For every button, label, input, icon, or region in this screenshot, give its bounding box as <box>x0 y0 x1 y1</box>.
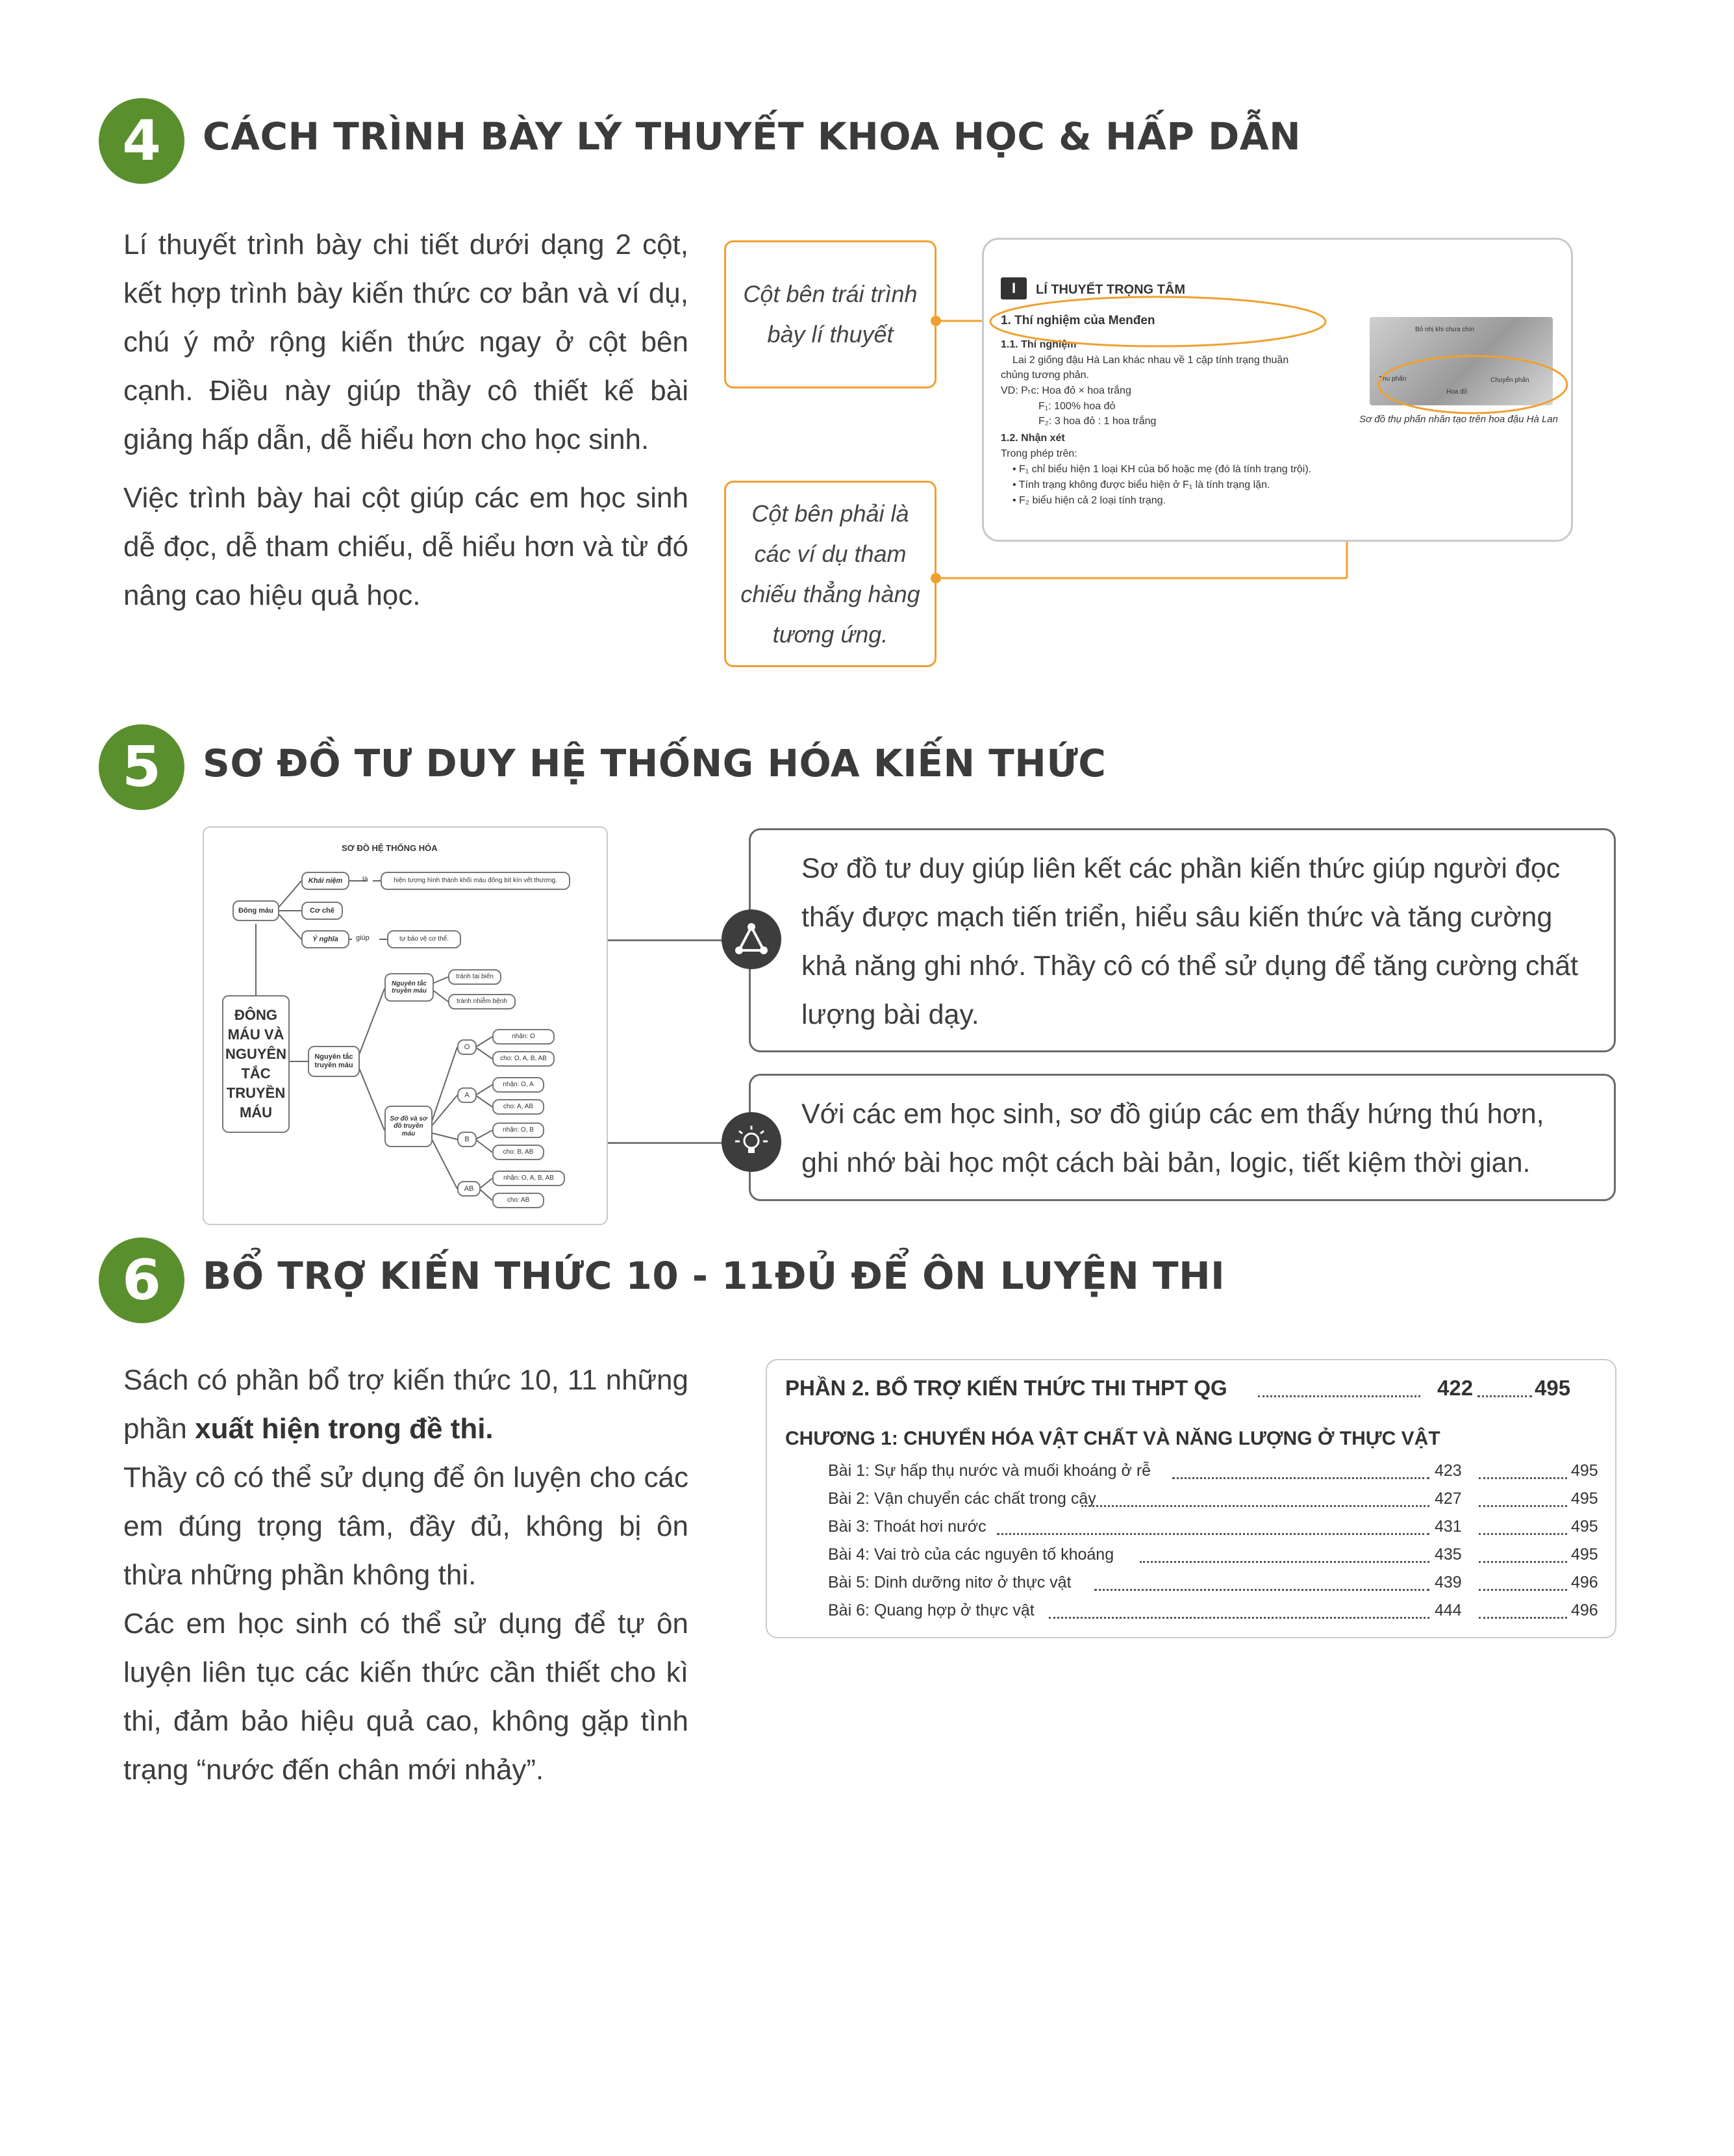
section-6-paragraph-1-text: Sách có phần bổ trợ kiến thức 10, 11 những phần <box>123 1364 688 1445</box>
mindmap-group-node: A <box>457 1087 477 1103</box>
toc-entry-title: Bài 1: Sự hấp thụ nước và muối khoáng ở rễ <box>828 1462 1151 1480</box>
lightbulb-icon <box>722 1112 781 1172</box>
toc-part-leader <box>1258 1395 1420 1397</box>
toc-part-leader-2 <box>1477 1395 1532 1397</box>
mindmap-label-la: là <box>362 876 368 883</box>
mindmap-group-node: O <box>457 1039 477 1055</box>
mindmap-panel <box>203 826 608 1225</box>
toc-entry-page-1: 431 <box>1435 1517 1462 1536</box>
section-6-paragraph-2: Thầy cô có thể sử dụng để ôn luyện cho các em đúng trọng tâm, đầy đủ, không bị ôn thừa những phần không thi. <box>123 1462 688 1591</box>
preview-line-5: F₁: 100% hoa đỏ <box>1038 401 1116 412</box>
mindmap-node-khai-niem: Khái niệm <box>301 872 349 890</box>
toc-entry-leader <box>1049 1617 1429 1619</box>
toc-entry-page-2: 496 <box>1571 1573 1598 1592</box>
mindmap-benefit-card-teachers <box>749 828 1616 1052</box>
toc-entry-leader-2 <box>1479 1561 1567 1563</box>
toc-entry-leader-2 <box>1479 1617 1567 1619</box>
toc-entry-page-1: 427 <box>1435 1490 1462 1508</box>
toc-part-page-1: 422 <box>1437 1376 1474 1400</box>
network-icon <box>722 909 781 969</box>
preview-line-7: 1.2. Nhận xét <box>1001 433 1065 444</box>
toc-entry-leader <box>1094 1589 1429 1591</box>
mindmap-node-khai-niem-text: hiện tượng hình thành khối máu đông bít kín vết thương. <box>381 872 570 890</box>
toc-entry-title: Bài 4: Vai trò của các nguyên tố khoáng <box>828 1545 1114 1564</box>
toc-part-page-2: 495 <box>1535 1376 1571 1400</box>
toc-part-title: PHẦN 2. BỔ TRỢ KIẾN THỨC THI THPT QG <box>785 1376 1227 1400</box>
toc-entry-leader-2 <box>1479 1533 1567 1535</box>
right-column-note-text: Cột bên phải là các ví dụ tham chiếu thẳng hàng tương ứng. <box>740 500 920 648</box>
illustration-label-4: Hoa đỏ <box>1446 388 1468 396</box>
mindmap-group-receive: nhận: O <box>492 1029 555 1045</box>
mindmap-node-nt-sub: Nguyên tắc truyền máu <box>384 973 434 1002</box>
right-note-dot <box>931 573 941 583</box>
section-6-number: 6 <box>99 1237 184 1323</box>
mindmap-group-give: cho: A, AB <box>492 1099 544 1115</box>
mindmap-group-receive: nhận: O, A, B, AB <box>492 1171 565 1186</box>
toc-entry-leader-2 <box>1479 1505 1567 1507</box>
toc-entry-title: Bài 2: Vận chuyển các chất trong cây <box>828 1490 1096 1508</box>
section-5-number: 5 <box>99 724 184 810</box>
toc-entry-leader <box>997 1533 1429 1535</box>
toc-entry-page-2: 495 <box>1571 1545 1598 1564</box>
section-6-title: BỔ TRỢ KIẾN THỨC 10 - 11ĐỦ ĐỂ ÔN LUYỆN THI <box>203 1254 1225 1298</box>
section-4-title: CÁCH TRÌNH BÀY LÝ THUYẾT KHOA HỌC & HẤP DẪN <box>203 114 1301 159</box>
mindmap-label-giup: giúp <box>356 934 370 942</box>
mindmap-node-tranh-tai-bien: tránh tai biến <box>448 969 501 985</box>
section-4-paragraph-2: Việc trình bày hai cột giúp các em học sinh dễ đọc, dễ tham chiếu, dễ hiểu hơn và từ đó nâng cao hiệu quả học. <box>123 482 688 611</box>
toc-chapter-title: CHƯƠNG 1: CHUYỂN HÓA VẬT CHẤT VÀ NĂNG LƯỢNG Ở THỰC VẬT <box>785 1428 1440 1449</box>
toc-preview-panel <box>766 1359 1616 1638</box>
right-column-note-box <box>724 481 936 667</box>
preview-line-11: • F₂ biểu hiện cả 2 loại tính trạng. <box>1012 495 1166 506</box>
mindmap-root: ĐÔNG MÁU VÀ NGUYÊN TẮC TRUYỀN MÁU <box>222 995 290 1133</box>
toc-entry-page-1: 423 <box>1435 1462 1462 1480</box>
toc-entry-leader-2 <box>1479 1589 1567 1591</box>
mindmap-group-give: cho: B, AB <box>492 1145 544 1160</box>
mindmap-node-nguyen-tac: Nguyên tắc truyền máu <box>308 1046 360 1077</box>
preview-line-3: chủng tương phản. <box>1001 370 1089 381</box>
section-4-number: 4 <box>99 98 184 184</box>
mindmap-group-give: cho: O, A, B, AB <box>492 1051 555 1067</box>
preview-heading: LÍ THUYẾT TRỌNG TÂM <box>1036 283 1185 297</box>
mindmap-node-y-nghia: Ý nghĩa <box>301 930 349 948</box>
mindmap-node-dong-mau: Đông máu <box>232 900 279 921</box>
preview-highlights <box>984 240 1575 544</box>
left-column-note-text: Cột bên trái trình bày lí thuyết <box>743 281 918 348</box>
toc-entry-page-1: 439 <box>1435 1573 1462 1592</box>
mindmap-node-co-che: Cơ chế <box>301 902 343 920</box>
toc-entry-page-1: 435 <box>1435 1545 1462 1564</box>
theory-preview-panel <box>982 238 1573 542</box>
preview-line-4: VD: Pₜc: Hoa đỏ × hoa trắng <box>1001 385 1131 396</box>
toc-entry-page-2: 495 <box>1571 1462 1598 1480</box>
section-6-paragraph-1 <box>123 1356 688 1453</box>
preview-line-2: Lai 2 giống đậu Hà Lan khác nhau về 1 cặp tính trạng thuần <box>1012 355 1289 366</box>
illustration-caption: Sơ đồ thụ phấn nhân tạo trên hoa đậu Hà Lan <box>1359 414 1558 425</box>
mindmap-group-receive: nhận: O, B <box>492 1122 544 1138</box>
toc-entry-page-2: 495 <box>1571 1517 1598 1536</box>
preview-badge: I <box>1001 277 1027 299</box>
toc-entry-leader <box>1081 1505 1429 1507</box>
card-1-text: Sơ đồ tư duy giúp liên kết các phần kiến thức giúp người đọc thấy được mạch tiến triển, hiểu sâu kiến thức và tăng cường khả năng ghi nhớ. Thầy cô có thể sử dụng để tăng cường chất lượng bài dạy. <box>801 853 1579 1030</box>
toc-entry-page-2: 495 <box>1571 1490 1598 1508</box>
card-2-text: Với các em học sinh, sơ đồ giúp các em thấy hứng thú hơn, ghi nhớ bài học một cách bài bản, logic, tiết kiệm thời gian. <box>801 1098 1544 1178</box>
toc-entry-page-2: 496 <box>1571 1601 1598 1619</box>
toc-entry-page-1: 444 <box>1435 1601 1462 1619</box>
toc-entry-leader <box>1172 1477 1429 1479</box>
illustration-label-3: Chuyển phấn <box>1490 377 1529 384</box>
section-4-paragraph-1: Lí thuyết trình bày chi tiết dưới dạng 2 cột, kết hợp trình bày kiến thức cơ bản và ví dụ, chú ý mở rộng kiến thức ngay ở cột bên cạnh. Điều này giúp thầy cô thiết kế bài giảng hấp dẫn, dễ hiểu hơn cho học sinh. <box>123 229 688 455</box>
left-note-dot <box>931 316 941 326</box>
preview-sub-heading: 1. Thí nghiệm của Menđen <box>1001 314 1155 327</box>
preview-line-9: • F₁ chỉ biểu hiện 1 loại KH của bố hoặc mẹ (đó là tính trạng trội). <box>1012 464 1312 475</box>
illustration-label-2: Thu phấn <box>1379 375 1407 383</box>
preview-line-1: 1.1. Thí nghiệm <box>1001 339 1077 350</box>
toc-entry-title: Bài 6: Quang hợp ở thực vật <box>828 1601 1035 1619</box>
mindmap-node-tranh-nhiem-benh: tránh nhiễm bệnh <box>448 994 516 1009</box>
section-5-title: SƠ ĐỒ TƯ DUY HỆ THỐNG HÓA KIẾN THỨC <box>203 741 1107 785</box>
preview-line-6: F₂: 3 hoa đỏ : 1 hoa trắng <box>1038 416 1157 427</box>
mindmap-title: SƠ ĐỒ HỆ THỐNG HÓA <box>342 843 438 853</box>
toc-entry-leader <box>1140 1561 1429 1563</box>
mindmap-node-so-do: Sơ đồ và sơ đồ truyền máu <box>384 1106 433 1147</box>
section-6-paragraph-1-bold: xuất hiện trong đề thi. <box>195 1413 494 1445</box>
toc-entry-title: Bài 5: Dinh dưỡng nitơ ở thực vật <box>828 1573 1072 1592</box>
mindmap-group-receive: nhận: O, A <box>492 1077 544 1093</box>
preview-line-10: • Tính trạng không được biểu hiện ở F₁ là tính trạng lặn. <box>1012 479 1270 490</box>
left-column-note-box <box>724 240 936 388</box>
toc-entry-title: Bài 3: Thoát hơi nước <box>828 1517 986 1536</box>
illustration-label-1: Bỏ nhị khi chưa chín <box>1415 326 1475 333</box>
mindmap-node-y-nghia-text: tự bảo vệ cơ thể. <box>387 930 461 948</box>
mindmap-group-node: AB <box>457 1181 481 1197</box>
mindmap-group-give: cho: AB <box>492 1193 544 1208</box>
mindmap-benefit-card-students <box>749 1074 1616 1201</box>
section-6-paragraph-3: Các em học sinh có thể sử dụng để tự ôn luyện liên tục các kiến thức cần thiết cho kì thi, đảm bảo hiệu quả cao, không gặp tình trạng “nước đến chân mới nhảy”. <box>123 1608 688 1786</box>
preview-line-8: Trong phép trên: <box>1001 448 1077 459</box>
mindmap-group-node: B <box>457 1132 477 1147</box>
toc-entry-leader-2 <box>1479 1477 1567 1479</box>
